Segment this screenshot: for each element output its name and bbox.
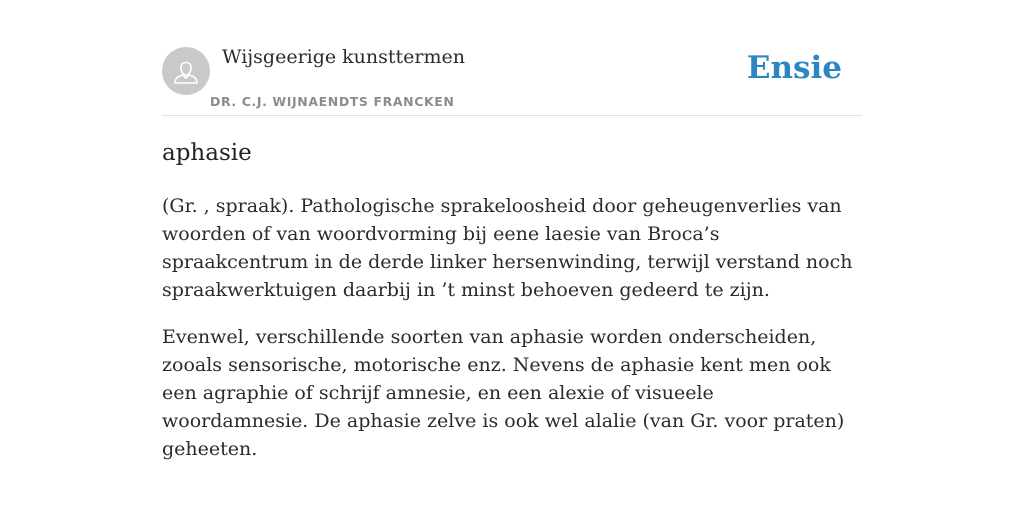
user-silhouette-icon [162,47,210,95]
header [162,40,862,116]
ensie-logo[interactable]: Ensie [746,50,842,86]
author-name[interactable]: DR. C.J. WIJNAENDTS FRANCKEN [210,94,455,109]
entry-title: aphasie [162,140,252,166]
author-avatar[interactable] [162,47,210,95]
entry-paragraph: (Gr. , spraak). Pathologische sprakeloosheid door geheugenverlies van woorden of van woordvorming bij eene laesie van Broca’s spraakcentrum in de derde linker hersenwinding, terwijl verstand noch spraakwerktuigen daarbij in ’t minst behoeven gedeerd te zijn. [162,195,853,301]
entry-content [162,192,862,482]
book-title[interactable]: Wijsgeerige kunsttermen [222,46,466,68]
entry-paragraph: Evenwel, verschillende soorten van aphasie worden onderscheiden, zooals sensorische, motorische enz. Nevens de aphasie kent men ook een agraphie of schrijf amnesie, en een alexie of visueele woordamnesie. De aphasie zelve is ook wel alalie (van Gr. voor praten) geheeten. [162,326,845,460]
